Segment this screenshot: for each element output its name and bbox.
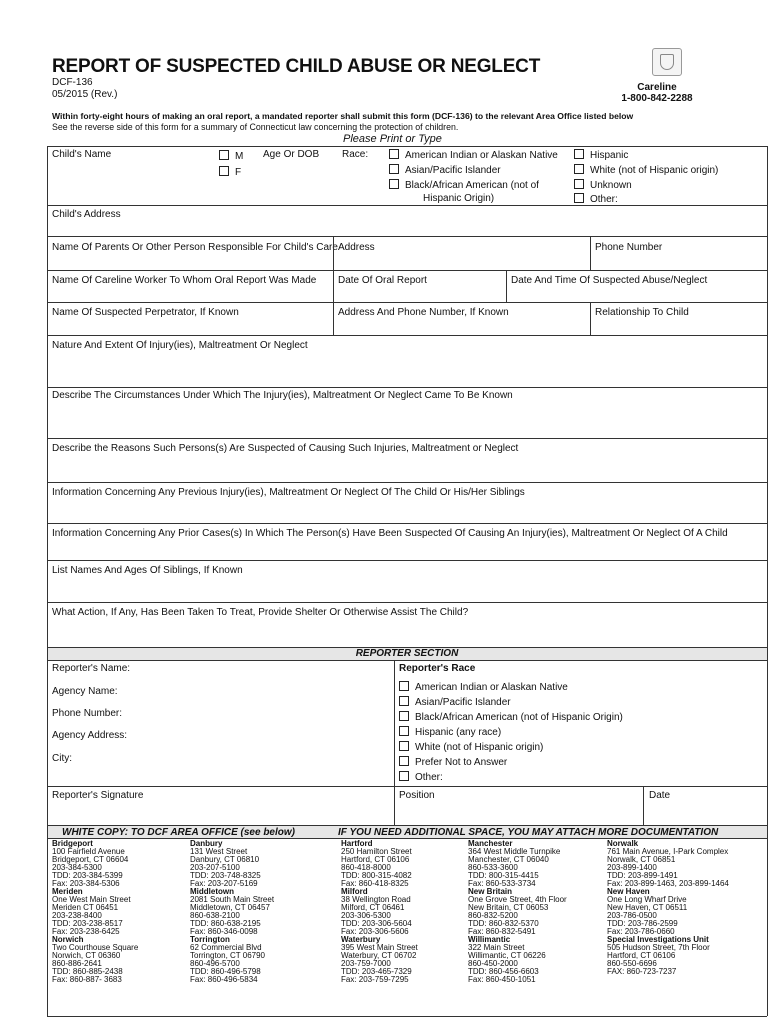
rule — [47, 438, 767, 439]
rule — [47, 387, 767, 388]
office-line: 203-207-5100 — [190, 863, 240, 872]
form-title: REPORT OF SUSPECTED CHILD ABUSE OR NEGLECT — [52, 56, 541, 77]
office-name: Special Investigations Unit — [607, 935, 709, 944]
rule — [394, 660, 395, 825]
race-label: Race: — [342, 149, 369, 160]
rule — [47, 647, 767, 648]
careline-worker-label: Name Of Careline Worker To Whom Oral Report Was Made — [52, 275, 317, 286]
office-line: 860-496-5700 — [190, 959, 240, 968]
nature-extent-label: Nature And Extent Of Injury(ies), Maltreatment Or Neglect — [52, 340, 308, 351]
office-line: TDD: 860-496-5798 — [190, 967, 261, 976]
race-unknown[interactable]: Unknown — [574, 179, 632, 191]
agency-address-label: Agency Address: — [52, 730, 128, 741]
office-line: Fax: 860-450-1051 — [468, 975, 536, 984]
office-line: TDD: 860-885-2438 — [52, 967, 123, 976]
state-seal-icon — [652, 48, 682, 76]
office-column-3 — [341, 840, 418, 984]
checkbox-icon[interactable] — [574, 149, 584, 159]
office-name: Meriden — [52, 887, 83, 896]
office-line: Fax: 860-496-5834 — [190, 975, 258, 984]
childs-name-label: Child's Name — [52, 149, 112, 160]
rule — [506, 270, 507, 302]
rule — [590, 236, 591, 270]
office-line: Fax: 203-384-5306 — [52, 879, 120, 888]
office-line: TDD: 203-306-5604 — [341, 919, 412, 928]
age-dob-label: Age Or DOB — [263, 149, 320, 160]
office-line: Two Courthouse Square — [52, 943, 139, 952]
office-line: 860-418-8000 — [341, 863, 391, 872]
office-line: Fax: 203-238-6425 — [52, 927, 120, 936]
office-name: Torrington — [190, 935, 230, 944]
office-line: 860-450-2000 — [468, 959, 518, 968]
office-line: One Grove Street, 4th Floor — [468, 895, 567, 904]
rule — [47, 838, 767, 839]
office-line: 860-638-2100 — [190, 911, 240, 920]
office-line: Fax: 203-207-5169 — [190, 879, 258, 888]
office-column-1 — [52, 840, 138, 984]
reporter-race-american-indian[interactable]: American Indian or Alaskan Native — [399, 681, 568, 693]
rule — [47, 602, 767, 603]
race-black-line2: Hispanic Origin) — [423, 193, 495, 204]
office-line: Fax: 203-899-1463, 203-899-1464 — [607, 879, 729, 888]
checkbox-icon[interactable] — [389, 179, 399, 189]
office-line: Willimantic, CT 06226 — [468, 951, 546, 960]
office-line: Bridgeport, CT 06604 — [52, 855, 129, 864]
office-line: 395 West Main Street — [341, 943, 418, 952]
office-line: 322 Main Street — [468, 943, 525, 952]
office-name: New Haven — [607, 887, 650, 896]
office-line: 203-759-7000 — [341, 959, 391, 968]
instruction-note: See the reverse side of this form for a summary of Connecticut law concerning the protection of children. — [52, 122, 459, 132]
checkbox-icon[interactable] — [389, 164, 399, 174]
reporter-race-black[interactable]: Black/African American (not of Hispanic Origin) — [399, 711, 623, 723]
office-line: 203-786-0500 — [607, 911, 657, 920]
office-line: Middletown, CT 06457 — [190, 903, 270, 912]
office-line: New Britain, CT 06053 — [468, 903, 549, 912]
office-column-2 — [190, 840, 274, 984]
reporter-race-white[interactable]: White (not of Hispanic origin) — [399, 741, 543, 753]
office-line: TDD: 203-786-2599 — [607, 919, 678, 928]
prior-cases-label: Information Concerning Any Prior Cases(s) In Which The Person(s) Have Been Suspected Of Causing An Injury(ies), Maltreatment Or Neglect Of A Child — [52, 528, 728, 539]
agency-name-label: Agency Name: — [52, 686, 118, 697]
rule — [767, 146, 768, 1016]
office-line: Fax: 203-306-5606 — [341, 927, 409, 936]
rule — [643, 786, 644, 825]
reporter-phone-label: Phone Number: — [52, 708, 123, 719]
office-line: 131 West Street — [190, 847, 248, 856]
office-line: Fax: 860-346-0098 — [190, 927, 258, 936]
office-line: 203-238-8400 — [52, 911, 102, 920]
office-line: Norwalk, CT 06851 — [607, 855, 676, 864]
reporter-race-other[interactable]: Other: — [399, 771, 443, 783]
rule — [47, 660, 767, 661]
signature-label: Reporter's Signature — [52, 790, 144, 801]
white-copy-note: WHITE COPY: TO DCF AREA OFFICE (see below) — [62, 827, 295, 838]
rule — [47, 560, 767, 561]
office-line: New Haven, CT 06511 — [607, 903, 688, 912]
checkbox-icon[interactable] — [399, 756, 409, 766]
race-black[interactable]: Black/African American (not of — [389, 179, 539, 191]
checkbox-icon[interactable] — [574, 164, 584, 174]
checkbox-icon[interactable] — [574, 193, 584, 203]
office-line: 100 Fairfield Avenue — [52, 847, 125, 856]
office-line: 250 Hamilton Street — [341, 847, 412, 856]
reporter-race-title: Reporter's Race — [399, 663, 476, 674]
checkbox-icon[interactable] — [399, 771, 409, 781]
rule — [47, 205, 767, 206]
race-white[interactable]: White (not of Hispanic origin) — [574, 164, 718, 176]
office-line: Fax: 860-418-8325 — [341, 879, 409, 888]
reporter-race-hispanic[interactable]: Hispanic (any race) — [399, 726, 501, 738]
office-column-4 — [468, 840, 567, 984]
office-name: Danbury — [190, 839, 223, 848]
office-line: 761 Main Avenue, I-Park Complex — [607, 847, 729, 856]
office-line: TDD: 203-384-5399 — [52, 871, 123, 880]
office-name: Waterbury — [341, 935, 381, 944]
rule — [47, 270, 767, 271]
office-line: Fax: 203-786-0660 — [607, 927, 675, 936]
reasons-label: Describe the Reasons Such Persons(s) Are Suspected of Causing Such Injuries, Maltreatment or Neglect — [52, 443, 519, 454]
rule — [47, 825, 767, 826]
office-line: FAX: 860-723-7237 — [607, 967, 677, 976]
parents-address-label: Address — [338, 242, 375, 253]
race-hispanic[interactable]: Hispanic — [574, 149, 628, 161]
careline-label: Careline — [637, 82, 677, 93]
date-oral-report-label: Date Of Oral Report — [338, 275, 427, 286]
reporter-section-title: REPORTER SECTION — [355, 648, 459, 659]
rule — [47, 302, 767, 303]
office-line: 203-306-5300 — [341, 911, 391, 920]
rule — [47, 335, 767, 336]
office-line: Meriden CT 06451 — [52, 903, 119, 912]
siblings-label: List Names And Ages Of Siblings, If Known — [52, 565, 243, 576]
office-line: Danbury, CT 06810 — [190, 855, 260, 864]
office-line: TDD: 203-899-1491 — [607, 871, 678, 880]
checkbox-icon[interactable] — [399, 696, 409, 706]
office-line: 860-550-6696 — [607, 959, 657, 968]
office-name: Norwich — [52, 935, 84, 944]
office-line: 62 Commercial Blvd — [190, 943, 262, 952]
circumstances-label: Describe The Circumstances Under Which The Injury(ies), Maltreatment Or Neglect Came To Be Known — [52, 390, 513, 401]
form-revision: 05/2015 (Rev.) — [52, 89, 118, 100]
date-time-abuse-label: Date And Time Of Suspected Abuse/Neglect — [511, 275, 708, 286]
office-line: 2081 South Main Street — [190, 895, 275, 904]
additional-space-note: IF YOU NEED ADDITIONAL SPACE, YOU MAY ATTACH MORE DOCUMENTATION — [338, 827, 719, 838]
office-line: Hartford, CT 06106 — [341, 855, 410, 864]
checkbox-icon[interactable] — [399, 711, 409, 721]
rule — [47, 523, 767, 524]
office-name: Bridgeport — [52, 839, 93, 848]
rule — [47, 786, 767, 787]
rule — [47, 1016, 767, 1017]
rule — [47, 146, 767, 147]
office-name: Milford — [341, 887, 368, 896]
office-line: TDD: 860-456-6603 — [468, 967, 539, 976]
office-line: 505 Hudson Street, 7th Floor — [607, 943, 710, 952]
office-line: Torrington, CT 06790 — [190, 951, 266, 960]
sex-m-option[interactable]: M — [219, 150, 243, 162]
race-american-indian[interactable]: American Indian or Alaskan Native — [389, 149, 558, 161]
reporter-race-asian[interactable]: Asian/Pacific Islander — [399, 696, 511, 708]
careline-phone: 1-800-842-2288 — [621, 93, 693, 104]
office-line: Norwich, CT 06360 — [52, 951, 121, 960]
perpetrator-name-label: Name Of Suspected Perpetrator, If Known — [52, 307, 239, 318]
instruction-bold: Within forty-eight hours of making an oral report, a mandated reporter shall submit this form (DCF-136) to the relevant Area Office listed below — [52, 111, 634, 121]
office-line: TDD: 203-465-7329 — [341, 967, 412, 976]
action-taken-label: What Action, If Any, Has Been Taken To Treat, Provide Shelter Or Otherwise Assist The Child? — [52, 607, 469, 618]
checkbox-icon[interactable] — [389, 149, 399, 159]
checkbox-icon[interactable] — [399, 726, 409, 736]
office-line: Fax: 203-759-7295 — [341, 975, 409, 984]
office-name: New Britain — [468, 887, 513, 896]
rule — [47, 482, 767, 483]
office-line: 860-533-3600 — [468, 863, 518, 872]
office-line: Waterbury, CT 06702 — [341, 951, 417, 960]
office-line: 203-384-5300 — [52, 863, 102, 872]
rule — [47, 146, 48, 1016]
office-line: TDD: 800-315-4415 — [468, 871, 539, 880]
office-line: Fax: 860-533-3734 — [468, 879, 536, 888]
reporter-race-prefer-not[interactable]: Prefer Not to Answer — [399, 756, 507, 768]
office-line: TDD: 860-832-5370 — [468, 919, 539, 928]
checkbox-icon[interactable] — [574, 179, 584, 189]
reporter-name-label: Reporter's Name: — [52, 663, 131, 674]
office-line: Fax: 860-832-5491 — [468, 927, 536, 936]
race-other[interactable]: Other: — [574, 193, 618, 205]
office-line: One Long Wharf Drive — [607, 895, 687, 904]
office-line: Hartford, CT 06106 — [607, 951, 676, 960]
rule — [590, 302, 591, 335]
office-name: Willimantic — [468, 935, 511, 944]
print-note: Please Print or Type — [343, 133, 442, 145]
office-line: One West Main Street — [52, 895, 131, 904]
office-line: TDD: 203-238-8517 — [52, 919, 123, 928]
parents-name-label: Name Of Parents Or Other Person Responsible For Child's Care — [52, 242, 338, 253]
office-name: Middletown — [190, 887, 234, 896]
office-name: Manchester — [468, 839, 513, 848]
rule — [333, 236, 334, 335]
office-line: Manchester, CT 06040 — [468, 855, 549, 864]
race-asian[interactable]: Asian/Pacific Islander — [389, 164, 501, 176]
checkbox-icon[interactable] — [399, 681, 409, 691]
office-name: Norwalk — [607, 839, 639, 848]
office-line: 364 West Middle Turnpike — [468, 847, 561, 856]
office-line: Milford, CT 06461 — [341, 903, 405, 912]
office-line: 860-832-5200 — [468, 911, 518, 920]
office-line: TDD: 860-638-2195 — [190, 919, 261, 928]
office-line: 38 Wellington Road — [341, 895, 411, 904]
city-label: City: — [52, 753, 72, 764]
checkbox-icon[interactable] — [399, 741, 409, 751]
sex-f-option[interactable]: F — [219, 166, 241, 178]
office-line: TDD: 203-748-8325 — [190, 871, 261, 880]
previous-injuries-label: Information Concerning Any Previous Injury(ies), Maltreatment Or Neglect Of The Child Or His/Her Siblings — [52, 487, 525, 498]
relationship-label: Relationship To Child — [595, 307, 689, 318]
office-line: Fax: 860-887- 3683 — [52, 975, 122, 984]
rule — [47, 236, 767, 237]
office-line: TDD: 800-315-4082 — [341, 871, 412, 880]
childs-address-label: Child's Address — [52, 209, 121, 220]
office-column-5 — [607, 840, 729, 976]
position-label: Position — [399, 790, 435, 801]
phone-number-label: Phone Number — [595, 242, 663, 253]
date-label: Date — [649, 790, 671, 801]
form-number: DCF-136 — [52, 77, 93, 88]
checkbox-icon[interactable] — [219, 166, 229, 176]
checkbox-icon[interactable] — [219, 150, 229, 160]
perpetrator-address-label: Address And Phone Number, If Known — [338, 307, 509, 318]
office-line: 203-899-1400 — [607, 863, 657, 872]
office-line: 860-886-2641 — [52, 959, 102, 968]
office-name: Hartford — [341, 839, 373, 848]
